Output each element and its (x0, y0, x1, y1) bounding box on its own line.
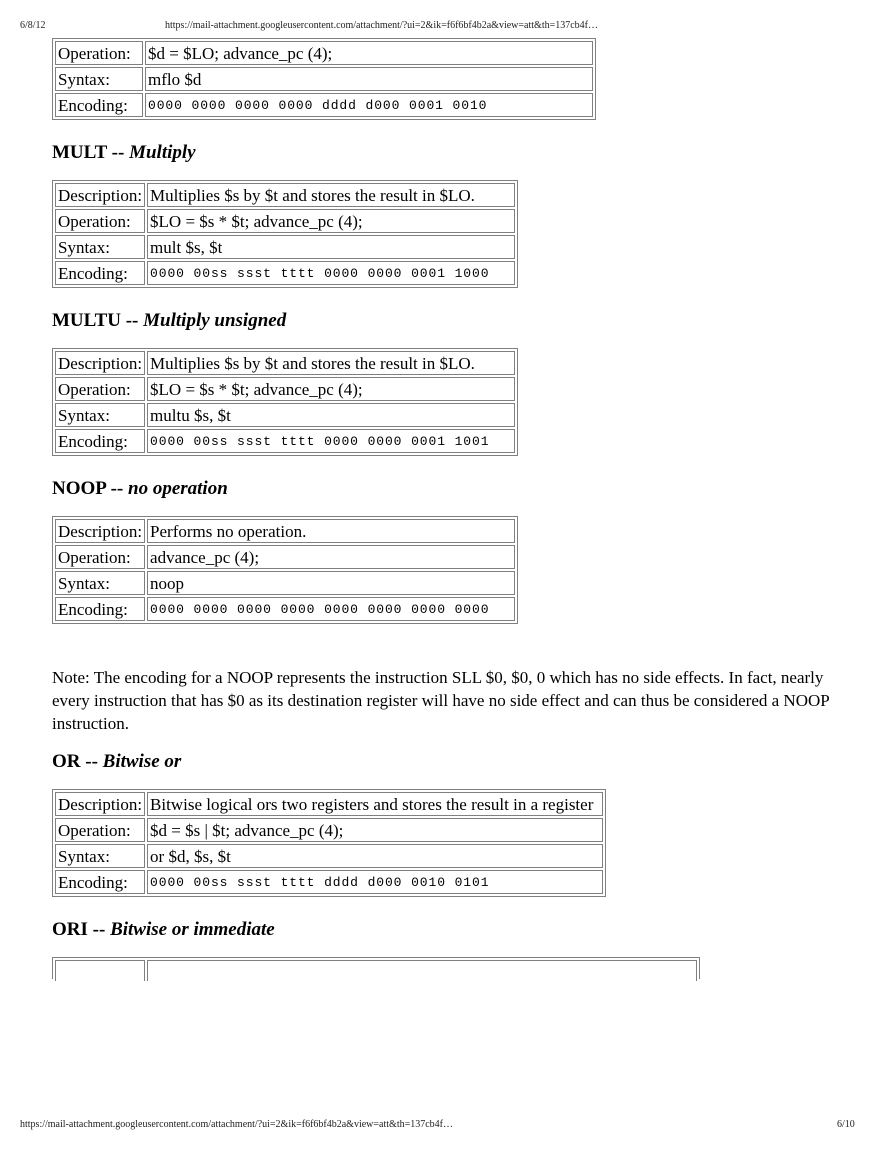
operation-label: Operation: (55, 545, 145, 569)
table-row (55, 261, 515, 285)
syntax-label: Syntax: (55, 403, 145, 427)
table-row (55, 41, 593, 65)
encoding-label: Encoding: (55, 870, 145, 894)
mult-name: Multiply (129, 142, 196, 163)
encoding-label: Encoding: (55, 261, 145, 285)
description-label: Description: (55, 183, 145, 207)
syntax-value: multu $s, $t (147, 403, 515, 427)
multu-table (52, 348, 518, 456)
operation-label: Operation: (55, 41, 143, 65)
ori-heading (52, 919, 852, 941)
print-header-url: https://mail-attachment.googleusercontent.com/attachment/?ui=2&ik=f6f6bf4b2a&view=att&th=137cb4f… (165, 20, 599, 31)
document-content (52, 38, 852, 979)
table-row (55, 403, 515, 427)
syntax-label: Syntax: (55, 571, 145, 595)
noop-mnemonic: NOOP -- (52, 478, 124, 499)
mflo-table (52, 38, 596, 120)
encoding-label: Encoding: (55, 597, 145, 621)
syntax-label: Syntax: (55, 235, 145, 259)
encoding-label: Encoding: (55, 429, 145, 453)
description-value: Multiplies $s by $t and stores the result in $LO. (147, 183, 515, 207)
operation-value: advance_pc (4); (147, 545, 515, 569)
or-table (52, 789, 606, 897)
syntax-value: mult $s, $t (147, 235, 515, 259)
or-name: Bitwise or (102, 751, 182, 772)
description-value: Bitwise logical ors two registers and stores the result in a register (147, 792, 603, 816)
syntax-value: or $d, $s, $t (147, 844, 603, 868)
operation-label: Operation: (55, 377, 145, 401)
noop-table (52, 516, 518, 624)
table-row (55, 818, 603, 842)
mult-heading (52, 142, 852, 164)
or-mnemonic: OR -- (52, 751, 98, 772)
table-row (55, 209, 515, 233)
description-label: Description: (55, 519, 145, 543)
multu-mnemonic: MULTU -- (52, 310, 139, 331)
operation-value: $d = $s | $t; advance_pc (4); (147, 818, 603, 842)
syntax-value: mflo $d (145, 67, 593, 91)
ori-table (52, 957, 700, 979)
noop-heading (52, 478, 852, 500)
encoding-value: 0000 00ss ssst tttt 0000 0000 0001 1001 (147, 429, 515, 453)
multu-name: Multiply unsigned (143, 310, 287, 331)
encoding-value: 0000 00ss ssst tttt 0000 0000 0001 1000 (147, 261, 515, 285)
noop-name: no operation (128, 478, 228, 499)
table-row (55, 792, 603, 816)
encoding-value: 0000 00ss ssst tttt dddd d000 0010 0101 (147, 870, 603, 894)
table-cell (147, 960, 697, 981)
table-row (55, 519, 515, 543)
syntax-label: Syntax: (55, 844, 145, 868)
noop-note: Note: The encoding for a NOOP represents the instruction SLL $0, $0, 0 which has no side effects. In fact, nearly every instruction that has $0 as its destination register will have no side effect and can thus be considered a NOOP instruction. (52, 668, 830, 733)
description-label: Description: (55, 792, 145, 816)
ori-mnemonic: ORI -- (52, 919, 106, 940)
table-row (55, 351, 515, 375)
table-cell (55, 960, 145, 981)
multu-heading (52, 310, 852, 332)
table-row (55, 93, 593, 117)
table-row (55, 67, 593, 91)
table-row (55, 183, 515, 207)
table-row (55, 597, 515, 621)
operation-value: $LO = $s * $t; advance_pc (4); (147, 377, 515, 401)
operation-label: Operation: (55, 209, 145, 233)
table-row (55, 429, 515, 453)
table-row (55, 844, 603, 868)
mult-table (52, 180, 518, 288)
ori-name: Bitwise or immediate (110, 919, 275, 940)
operation-label: Operation: (55, 818, 145, 842)
table-row (55, 377, 515, 401)
syntax-value: noop (147, 571, 515, 595)
description-value: Multiplies $s by $t and stores the result in $LO. (147, 351, 515, 375)
operation-value: $LO = $s * $t; advance_pc (4); (147, 209, 515, 233)
table-row (55, 870, 603, 894)
page-number: 6/10 (837, 1119, 855, 1130)
encoding-label: Encoding: (55, 93, 143, 117)
or-heading (52, 751, 852, 773)
table-row (55, 235, 515, 259)
encoding-value: 0000 0000 0000 0000 dddd d000 0001 0010 (145, 93, 593, 117)
mult-mnemonic: MULT -- (52, 142, 125, 163)
table-row (55, 545, 515, 569)
operation-value: $d = $LO; advance_pc (4); (145, 41, 593, 65)
description-value: Performs no operation. (147, 519, 515, 543)
table-row (55, 571, 515, 595)
print-footer-url: https://mail-attachment.googleusercontent.com/attachment/?ui=2&ik=f6f6bf4b2a&view=att&th=137cb4f… (20, 1119, 454, 1130)
syntax-label: Syntax: (55, 67, 143, 91)
print-date: 6/8/12 (20, 20, 46, 31)
encoding-value: 0000 0000 0000 0000 0000 0000 0000 0000 (147, 597, 515, 621)
description-label: Description: (55, 351, 145, 375)
